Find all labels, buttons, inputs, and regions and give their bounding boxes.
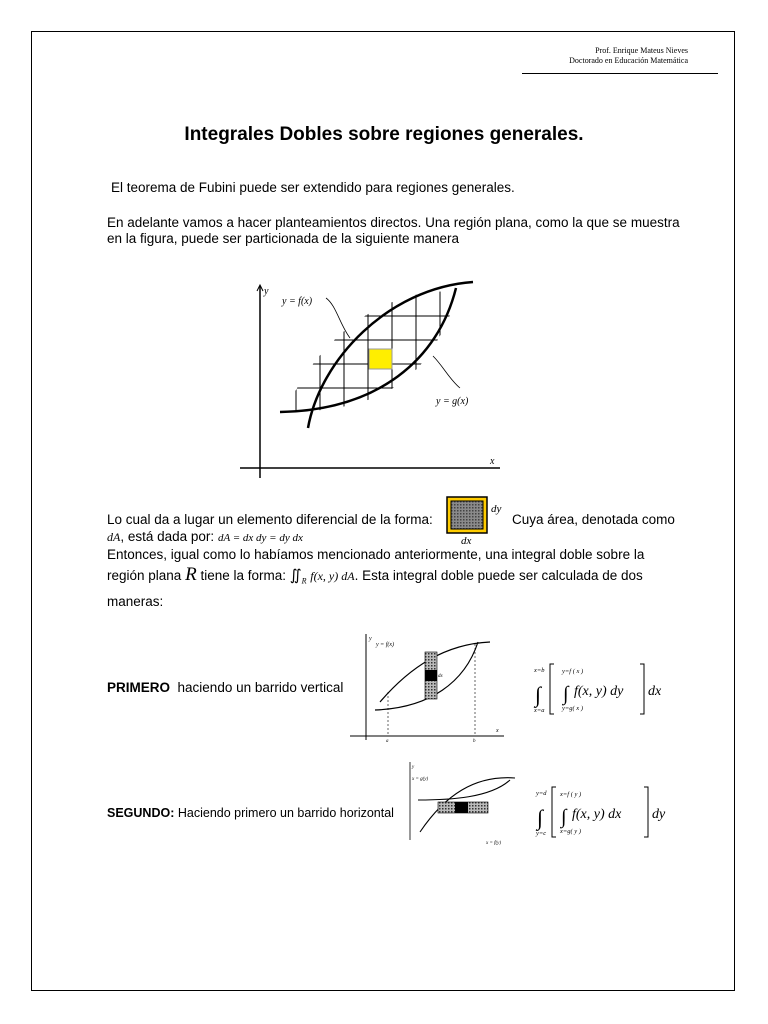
primero-curve-label: y = f(x)	[376, 642, 395, 648]
double-integral-line1: Entonces, igual como lo habíamos mencionado anteriormente, una integral doble sobre la	[107, 547, 645, 562]
segundo-integrand: f(x, y) dx	[572, 807, 622, 822]
paragraph-intro-line2: en la figura, puede ser particionada de la siguiente manera	[107, 231, 459, 246]
segundo-curve2-label: x = f(y)	[486, 841, 502, 846]
primero-outer-upper: x=b	[534, 667, 545, 674]
differential-dx: dx	[461, 535, 472, 545]
primero-description: haciendo un barrido vertical	[177, 680, 344, 695]
formula-horizontal-sweep	[532, 785, 682, 841]
primero-outer-lower: x=a	[534, 707, 545, 714]
segundo-outer-upper: y=d	[536, 790, 547, 797]
header-rule	[522, 73, 718, 74]
double-integral-sign: ∬	[289, 568, 302, 584]
primero-a-label: a	[386, 739, 389, 744]
primero-y-label: y	[369, 636, 372, 642]
segundo-description: Haciendo primero un barrido horizontal	[177, 806, 394, 820]
segundo-label: SEGUNDO:	[107, 806, 175, 820]
primero-label: PRIMERO	[107, 680, 171, 695]
page-title: Integrales Dobles sobre regiones generales.	[184, 124, 584, 145]
differential-text-2: Cuya área, denotada como	[512, 512, 675, 527]
figure-partitioned-region	[238, 280, 510, 480]
dA-symbol: dA	[107, 530, 121, 544]
segundo-curve1-label: x = g(y)	[412, 777, 429, 782]
differential-text-1: Lo cual da a lugar un elemento diferencial de la forma:	[107, 512, 433, 527]
segundo-inner-lower: x=g( y )	[560, 828, 581, 835]
y-axis-label: y	[264, 286, 269, 297]
header-author: Prof. Enrique Mateus Nieves	[595, 46, 688, 55]
primero-text	[107, 680, 343, 696]
region-R: R	[185, 564, 197, 585]
header-degree: Doctorado en Educación Matemática	[569, 56, 688, 65]
upper-curve-label: y = f(x)	[282, 296, 313, 307]
double-integral-integrand: f(x, y) dA	[310, 569, 355, 583]
segundo-text	[107, 805, 394, 821]
lower-curve-label: y = g(x)	[436, 396, 469, 407]
page-border	[31, 31, 735, 991]
form-text: tiene la forma:	[200, 568, 286, 583]
primero-integrand: f(x, y) dy	[574, 684, 624, 699]
segundo-y-label: y	[412, 765, 415, 770]
paragraph-differential	[107, 512, 433, 528]
primero-inner-lower: y=g( x )	[562, 705, 583, 712]
differential-dy: dy	[491, 503, 502, 515]
x-axis-label: x	[490, 456, 495, 467]
header	[569, 46, 688, 66]
paragraph-fubini: El teorema de Fubini puede ser extendido para regiones generales.	[111, 180, 515, 195]
double-integral-line2	[107, 564, 644, 590]
highlighted-cell	[369, 349, 392, 369]
primero-dx-label: dx	[438, 674, 443, 679]
integral-subscript: R	[301, 576, 307, 586]
primero-outer-d: dx	[648, 684, 662, 699]
figure-vertical-sweep	[350, 632, 508, 744]
area-text: , está dada por:	[120, 529, 215, 544]
paragraph-double-integral	[107, 547, 644, 610]
segundo-outer-lower: y=c	[536, 830, 547, 837]
primero-x-label: x	[496, 728, 499, 734]
paragraph-intro-line1: En adelante vamos a hacer planteamientos directos. Una región plana, como la que se muestra	[107, 215, 680, 230]
region-text: región plana	[107, 568, 182, 583]
svg-text:∫: ∫	[535, 682, 542, 707]
area-formula: dA = dx dy = dy dx	[217, 532, 303, 544]
primero-inner-upper: y=f ( x )	[562, 668, 584, 675]
two-ways-text: . Esta integral doble puede ser calculada de dos	[354, 568, 643, 583]
paragraph-area	[107, 529, 303, 546]
primero-b-label: b	[473, 739, 476, 744]
double-integral-line3: maneras:	[107, 593, 164, 609]
figure-horizontal-sweep	[400, 760, 530, 864]
svg-text:∫: ∫	[537, 805, 544, 830]
differential-element-icon	[445, 495, 505, 545]
segundo-inner-upper: x=f ( y )	[560, 791, 582, 798]
segundo-outer-d: dy	[652, 807, 666, 822]
svg-text:∫: ∫	[563, 683, 569, 705]
formula-vertical-sweep	[528, 662, 678, 718]
svg-text:∫: ∫	[561, 806, 567, 828]
paragraph-intro	[107, 215, 680, 247]
